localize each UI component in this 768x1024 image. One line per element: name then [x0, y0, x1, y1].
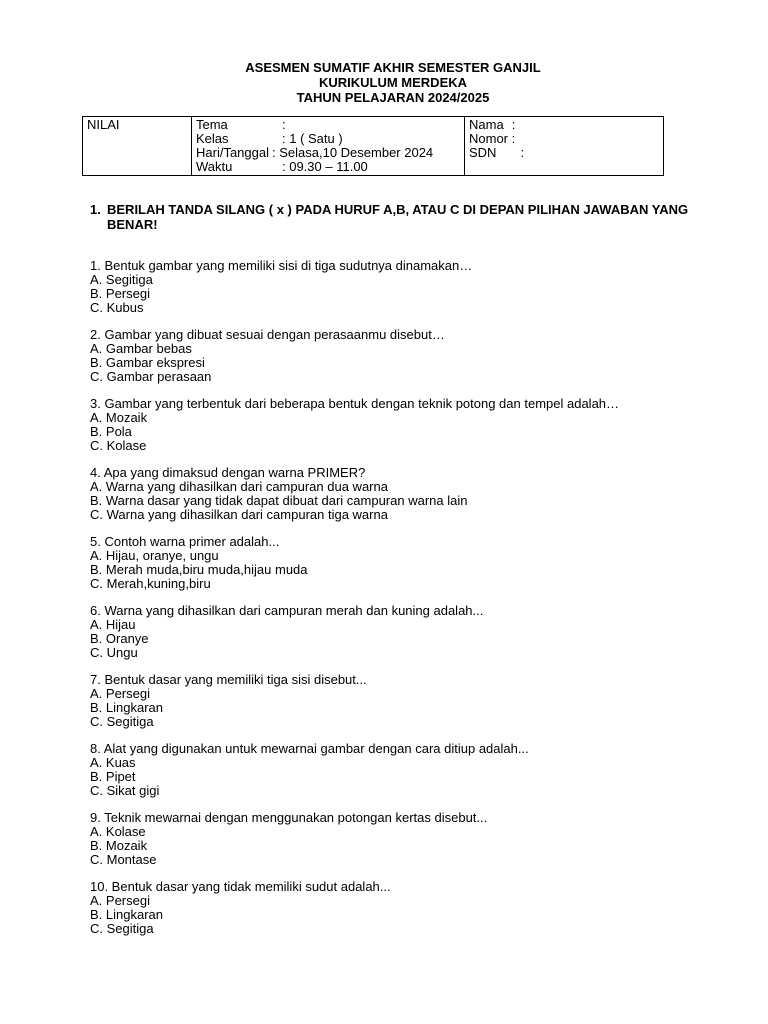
- question-text: 1. Bentuk gambar yang memiliki sisi di tiga sudutnya dinamakan…: [90, 258, 473, 273]
- answer-option[interactable]: B. Gambar ekspresi: [90, 355, 205, 370]
- question-text: 9. Teknik mewarnai dengan menggunakan potongan kertas disebut...: [90, 810, 488, 825]
- answer-option[interactable]: B. Warna dasar yang tidak dapat dibuat dari campuran warna lain: [90, 493, 468, 508]
- question-text: 2. Gambar yang dibuat sesuai dengan perasaanmu disebut…: [90, 327, 445, 342]
- answer-option[interactable]: C. Warna yang dihasilkan dari campuran tiga warna: [90, 507, 388, 522]
- exam-details-cell: [192, 117, 465, 176]
- sdn-value[interactable]: :: [520, 145, 525, 160]
- answer-option[interactable]: A. Hijau, oranye, ungu: [90, 548, 219, 563]
- question-item: [90, 259, 730, 315]
- question-item: [90, 604, 730, 660]
- answer-option[interactable]: C. Gambar perasaan: [90, 369, 212, 384]
- tema-label: Tema: [196, 117, 228, 132]
- answer-option[interactable]: C. Merah,kuning,biru: [90, 576, 211, 591]
- student-identity-cell: [465, 117, 664, 176]
- hari-tanggal-value: : Selasa,10 Desember 2024: [272, 145, 434, 160]
- tema-row: [196, 118, 460, 132]
- question-text: 4. Apa yang dimaksud dengan warna PRIMER?: [90, 465, 366, 480]
- answer-option[interactable]: C. Segitiga: [90, 714, 154, 729]
- answer-option[interactable]: B. Merah muda,biru muda,hijau muda: [90, 562, 308, 577]
- question-item: [90, 673, 730, 729]
- question-text: 10. Bentuk dasar yang tidak memiliki sudut adalah...: [90, 879, 391, 894]
- nomor-label: Nomor :: [469, 131, 516, 146]
- header-curriculum: KURIKULUM MERDEKA: [318, 75, 468, 90]
- answer-option[interactable]: A. Gambar bebas: [90, 341, 192, 356]
- answer-option[interactable]: A. Mozaik: [90, 410, 148, 425]
- nilai-cell[interactable]: [83, 117, 192, 176]
- tema-value[interactable]: :: [282, 117, 286, 132]
- section-instruction: [90, 202, 710, 232]
- question-list: [90, 259, 730, 949]
- answer-option[interactable]: B. Oranye: [90, 631, 149, 646]
- answer-option[interactable]: B. Lingkaran: [90, 700, 163, 715]
- hari-tanggal-label: Hari/Tanggal: [196, 145, 269, 160]
- answer-option[interactable]: B. Pipet: [90, 769, 136, 784]
- question-text: 6. Warna yang dihasilkan dari campuran merah dan kuning adalah...: [90, 603, 484, 618]
- answer-option[interactable]: C. Ungu: [90, 645, 138, 660]
- answer-option[interactable]: B. Mozaik: [90, 838, 148, 853]
- nilai-label: NILAI: [87, 117, 120, 132]
- question-item: [90, 466, 730, 522]
- kelas-value: : 1 ( Satu ): [282, 131, 343, 146]
- question-item: [90, 880, 730, 936]
- header-academic-year: TAHUN PELAJARAN 2024/2025: [296, 90, 490, 105]
- answer-option[interactable]: B. Persegi: [90, 286, 150, 301]
- question-item: [90, 811, 730, 867]
- answer-option[interactable]: A. Kuas: [90, 755, 136, 770]
- instruction-number: 1.: [90, 202, 101, 217]
- answer-option[interactable]: C. Kubus: [90, 300, 144, 315]
- question-text: 7. Bentuk dasar yang memiliki tiga sisi disebut...: [90, 672, 367, 687]
- question-item: [90, 328, 730, 384]
- waktu-row: [196, 160, 460, 174]
- question-item: [90, 742, 730, 798]
- question-text: 8. Alat yang digunakan untuk mewarnai gambar dengan cara ditiup adalah...: [90, 741, 529, 756]
- answer-option[interactable]: A. Kolase: [90, 824, 146, 839]
- student-info-table: [82, 116, 664, 176]
- answer-option[interactable]: A. Persegi: [90, 686, 150, 701]
- question-text: 5. Contoh warna primer adalah...: [90, 534, 280, 549]
- hari-tanggal-row: [196, 146, 460, 160]
- document-header: [0, 60, 768, 105]
- waktu-value: : 09.30 – 11.00: [282, 159, 368, 174]
- nomor-row[interactable]: [469, 132, 659, 146]
- question-item: [90, 535, 730, 591]
- answer-option[interactable]: C. Kolase: [90, 438, 147, 453]
- waktu-label: Waktu: [196, 159, 233, 174]
- question-item: [90, 397, 730, 453]
- answer-option[interactable]: C. Segitiga: [90, 921, 154, 936]
- sdn-label: SDN: [469, 145, 497, 160]
- instruction-text: BERILAH TANDA SILANG ( x ) PADA HURUF A,B, ATAU C DI DEPAN PILIHAN JAWABAN YANG BENAR!: [107, 202, 689, 232]
- nama-row: [469, 118, 659, 132]
- nama-label: Nama: [469, 117, 504, 132]
- question-text: 3. Gambar yang terbentuk dari beberapa bentuk dengan teknik potong dan tempel adalah…: [90, 396, 620, 411]
- kelas-row: [196, 132, 460, 146]
- answer-option[interactable]: A. Hijau: [90, 617, 136, 632]
- nama-value[interactable]: :: [511, 117, 516, 132]
- answer-option[interactable]: A. Persegi: [90, 893, 150, 908]
- kelas-label: Kelas: [196, 131, 229, 146]
- answer-option[interactable]: B. Lingkaran: [90, 907, 163, 922]
- answer-option[interactable]: A. Warna yang dihasilkan dari campuran dua warna: [90, 479, 388, 494]
- header-title: ASESMEN SUMATIF AKHIR SEMESTER GANJIL: [245, 60, 541, 75]
- sdn-row: [469, 146, 659, 160]
- answer-option[interactable]: C. Montase: [90, 852, 157, 867]
- answer-option[interactable]: C. Sikat gigi: [90, 783, 160, 798]
- answer-option[interactable]: A. Segitiga: [90, 272, 153, 287]
- answer-option[interactable]: B. Pola: [90, 424, 132, 439]
